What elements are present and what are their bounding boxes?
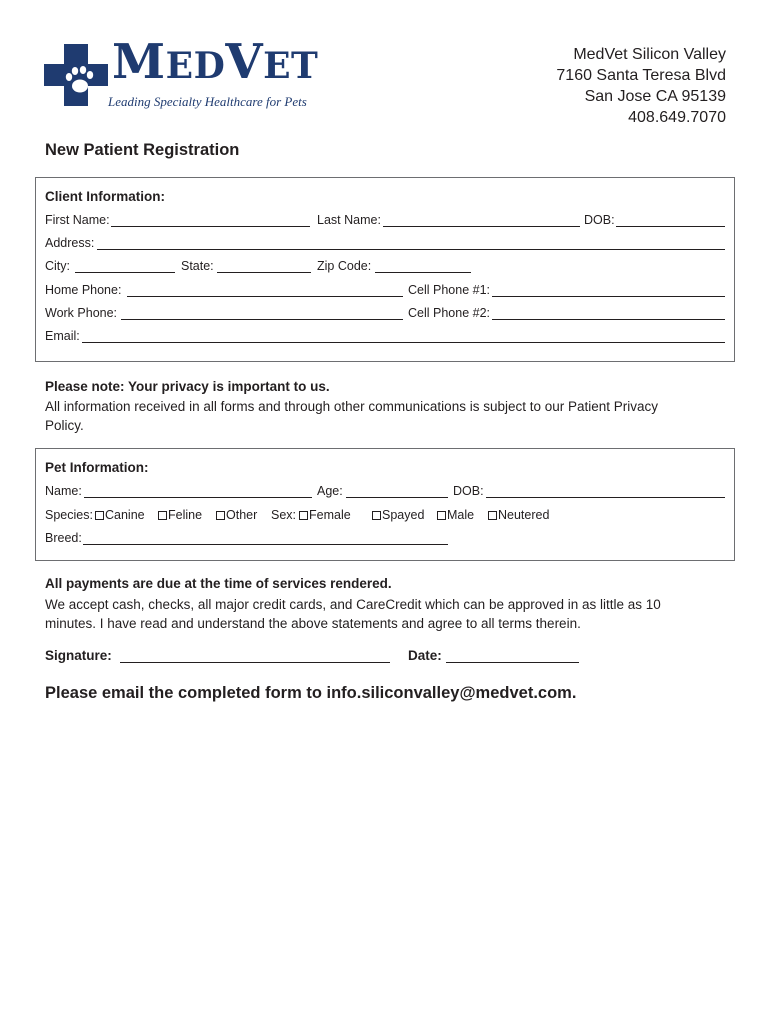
payment-heading: All payments are due at the time of services rendered. — [45, 576, 392, 591]
work-phone-label: Work Phone: — [45, 306, 118, 320]
pet-name-label: Name: — [45, 484, 82, 498]
city-field[interactable] — [75, 272, 175, 273]
neutered-option[interactable] — [488, 508, 549, 522]
pet-dob-field[interactable] — [486, 497, 725, 498]
state-label: State: — [181, 259, 214, 273]
male-option[interactable] — [437, 508, 474, 522]
canine-text: Canine — [105, 508, 145, 522]
page-title: New Patient Registration — [45, 141, 240, 159]
address-line: MedVet Silicon Valley — [573, 46, 726, 63]
client-info-heading: Client Information: — [45, 189, 165, 204]
other-option[interactable] — [216, 508, 257, 522]
address-label: Address: — [45, 236, 95, 250]
cross-paw-icon — [44, 44, 108, 106]
feline-option[interactable] — [158, 508, 202, 522]
address-line: 408.649.7070 — [628, 109, 726, 126]
logo-tagline: Leading Specialty Healthcare for Pets — [108, 94, 307, 109]
signature-field[interactable] — [120, 662, 390, 663]
zip-field[interactable] — [375, 272, 471, 273]
address-field[interactable] — [97, 249, 725, 250]
feline-text: Feline — [168, 508, 203, 522]
cell-phone-2-label: Cell Phone #2: — [408, 306, 491, 320]
female-option[interactable] — [299, 508, 351, 522]
feline-checkbox[interactable] — [158, 511, 167, 520]
pet-name-field[interactable] — [84, 497, 312, 498]
pet-dob-label: DOB: — [453, 484, 484, 498]
date-field[interactable] — [446, 662, 579, 663]
female-text: Female — [309, 508, 351, 522]
canine-option[interactable] — [95, 508, 145, 522]
neutered-text: Neutered — [498, 508, 550, 522]
email-field[interactable] — [82, 342, 725, 343]
address-line: San Jose CA 95139 — [584, 88, 726, 105]
breed-label: Breed: — [45, 531, 82, 545]
species-label: Species: — [45, 508, 93, 522]
cell-phone-2-field[interactable] — [492, 319, 725, 320]
breed-field[interactable] — [83, 544, 448, 545]
other-checkbox[interactable] — [216, 511, 225, 520]
client-info-section — [35, 177, 735, 362]
age-field[interactable] — [346, 497, 448, 498]
payment-text: We accept cash, checks, all major credit cards, and CareCredit which can be approved in as little as 10 minutes. I have read and understand the above statements and agree to all terms therein. — [45, 597, 661, 631]
other-text: Other — [226, 508, 258, 522]
work-phone-field[interactable] — [121, 319, 403, 320]
address-line: 7160 Santa Teresa Blvd — [556, 67, 726, 84]
signature-label: Signature: — [45, 648, 112, 663]
last-name-label: Last Name: — [317, 213, 381, 227]
cell-phone-1-field[interactable] — [492, 296, 725, 297]
privacy-heading: Please note: Your privacy is important to us. — [45, 379, 330, 394]
canine-checkbox[interactable] — [95, 511, 104, 520]
age-label: Age: — [317, 484, 343, 498]
state-field[interactable] — [217, 272, 311, 273]
first-name-label: First Name: — [45, 213, 110, 227]
spayed-option[interactable] — [372, 508, 424, 522]
spayed-checkbox[interactable] — [372, 511, 381, 520]
client-dob-field[interactable] — [616, 226, 725, 227]
male-text: Male — [447, 508, 475, 522]
clinic-address — [556, 44, 726, 128]
zip-label: Zip Code: — [317, 259, 372, 273]
email-instruction: Please email the completed form to info.siliconvalley@medvet.com. — [45, 684, 577, 702]
medvet-logo — [44, 34, 334, 109]
last-name-field[interactable] — [383, 226, 580, 227]
pet-info-heading: Pet Information: — [45, 460, 149, 475]
female-checkbox[interactable] — [299, 511, 308, 520]
home-phone-field[interactable] — [127, 296, 403, 297]
home-phone-label: Home Phone: — [45, 283, 122, 297]
neutered-checkbox[interactable] — [488, 511, 497, 520]
email-label: Email: — [45, 329, 80, 343]
spayed-text: Spayed — [382, 508, 425, 522]
first-name-field[interactable] — [111, 226, 310, 227]
logo-wordmark: MEDVET — [112, 34, 319, 90]
city-label: City: — [45, 259, 70, 273]
privacy-text: All information received in all forms and through other communications is subject to our Patient Privacy Policy. — [45, 399, 659, 433]
sex-label: Sex: — [271, 508, 297, 522]
cell-phone-1-label: Cell Phone #1: — [408, 283, 491, 297]
male-checkbox[interactable] — [437, 511, 446, 520]
client-dob-label: DOB: — [584, 213, 615, 227]
date-label: Date: — [408, 648, 442, 663]
